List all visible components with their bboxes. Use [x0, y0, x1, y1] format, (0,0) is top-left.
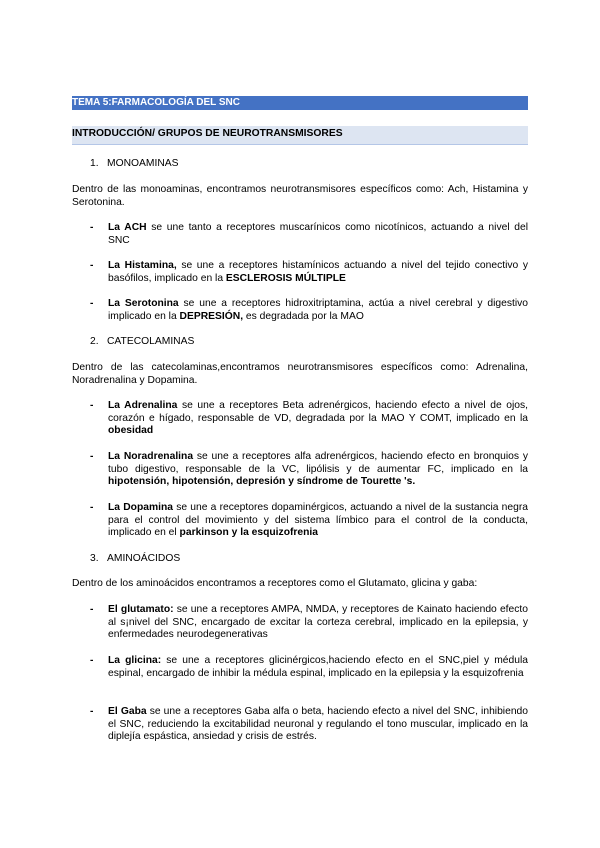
- item-text: se une a receptores hidroxitriptamina, actúa a nivel cerebral y digestivo implicado en la: [108, 298, 528, 322]
- group-number: 3.: [90, 553, 99, 564]
- term: La ACH: [108, 222, 147, 233]
- group-number: 2.: [90, 336, 99, 347]
- section-heading: INTRODUCCIÓN/ GRUPOS DE NEUROTRANSMISORES: [72, 126, 528, 145]
- list-item: [90, 298, 528, 323]
- group-intro: Dentro de las catecolaminas,encontramos neurotransmisores específicos como: Adrenalina, Noradrenalina y Dopamina.: [72, 362, 528, 386]
- list-item: [90, 706, 528, 744]
- item-text: se une a receptores Beta adrenérgicos, haciendo efecto a nivel de ojos, corazón e hígado, responsable de VD, degradada por la MAO Y COMT, implicado en la: [108, 400, 528, 424]
- group-label: MONOAMINAS: [107, 158, 179, 169]
- group-intro: Dentro de las monoaminas, encontramos neurotransmisores específicos como: Ach, Histamina y Serotonina.: [72, 184, 528, 208]
- bullet-dash: -: [90, 706, 94, 717]
- bullet-dash: -: [90, 451, 94, 462]
- group-heading: [90, 158, 179, 169]
- list-item: [90, 451, 528, 489]
- list-item: [90, 400, 528, 438]
- list-item: [90, 502, 528, 540]
- list-item: [90, 222, 528, 247]
- term: La Adrenalina: [108, 400, 178, 411]
- bullet-dash: -: [90, 222, 94, 233]
- bullet-dash: -: [90, 604, 94, 615]
- term: La glicina:: [108, 655, 162, 666]
- bullet-dash: -: [90, 298, 94, 309]
- item-text: se une a receptores histamínicos actuando a nivel del tejido conectivo y basófilos, implicado en la: [108, 260, 528, 284]
- list-item: [90, 604, 528, 642]
- group-intro: Dentro de los aminoácidos encontramos a receptores como el Glutamato, glicina y gaba:: [72, 578, 478, 589]
- emphasis: obesidad: [108, 425, 154, 437]
- item-text: se une a receptores dopaminérgicos, actuando a nivel de la sustancia negra para el control del movimiento y del sistema límbico para el control de la conducta, implicado en el: [108, 502, 528, 539]
- bullet-dash: -: [90, 655, 94, 666]
- group-label: AMINOÁCIDOS: [107, 553, 181, 564]
- item-text: se une tanto a receptores muscarínicos como nicotínicos, actuando a nivel del SNC: [108, 222, 528, 246]
- group-label: CATECOLAMINAS: [107, 336, 195, 347]
- document-title: TEMA 5:FARMACOLOGÍA DEL SNC: [72, 96, 528, 110]
- group-heading: [90, 553, 180, 564]
- term: La Noradrenalina: [108, 451, 194, 462]
- emphasis: ESCLEROSIS MÚLTIPLE: [225, 272, 346, 284]
- emphasis: parkinson y la esquizofrenia: [179, 527, 319, 539]
- item-tail: es degradada por la MAO: [243, 310, 364, 322]
- group-heading: [90, 336, 194, 347]
- term: El Gaba: [108, 706, 147, 717]
- bullet-dash: -: [90, 400, 94, 411]
- emphasis: DEPRESIÓN,: [179, 310, 244, 322]
- term: La Histamina,: [108, 260, 177, 271]
- list-item: [90, 260, 528, 285]
- item-text: se une a receptores alfa adrenérgicos, haciendo efecto en bronquios y tubo digestivo, responsable de la VC, lipólisis y de aumentar FC, implicado en la: [108, 451, 528, 475]
- item-text: se une a receptores Gaba alfa o beta, haciendo efecto a nivel del SNC, inhibiendo el SNC, reduciendo la excitabilidad neuronal y regulando el tono muscular, implicado en la diplejía espástica, ansiedad y crisis de estrés.: [108, 706, 528, 743]
- term: La Dopamina: [108, 502, 173, 513]
- emphasis: hipotensión, hipotensión, depresión y síndrome de Tourette 's.: [108, 476, 416, 488]
- item-text: se une a receptores glicinérgicos,haciendo efecto en el SNC,piel y médula espinal, encargado de inhibir la médula espinal, implicado en la epilepsia y la esquizofrenia: [108, 655, 529, 679]
- bullet-dash: -: [90, 502, 94, 513]
- item-text: se une a receptores AMPA, NMDA, y receptores de Kainato haciendo efecto al s¡nivel del SNC, encargado de excitar la corteza cerebral, implicado en la epilepsia, y enfermedades neurodegenerativas: [108, 604, 529, 641]
- group-number: 1.: [90, 158, 99, 169]
- list-item: [90, 655, 528, 680]
- term: El glutamato:: [108, 604, 174, 615]
- term: La Serotonina: [108, 298, 179, 309]
- bullet-dash: -: [90, 260, 94, 271]
